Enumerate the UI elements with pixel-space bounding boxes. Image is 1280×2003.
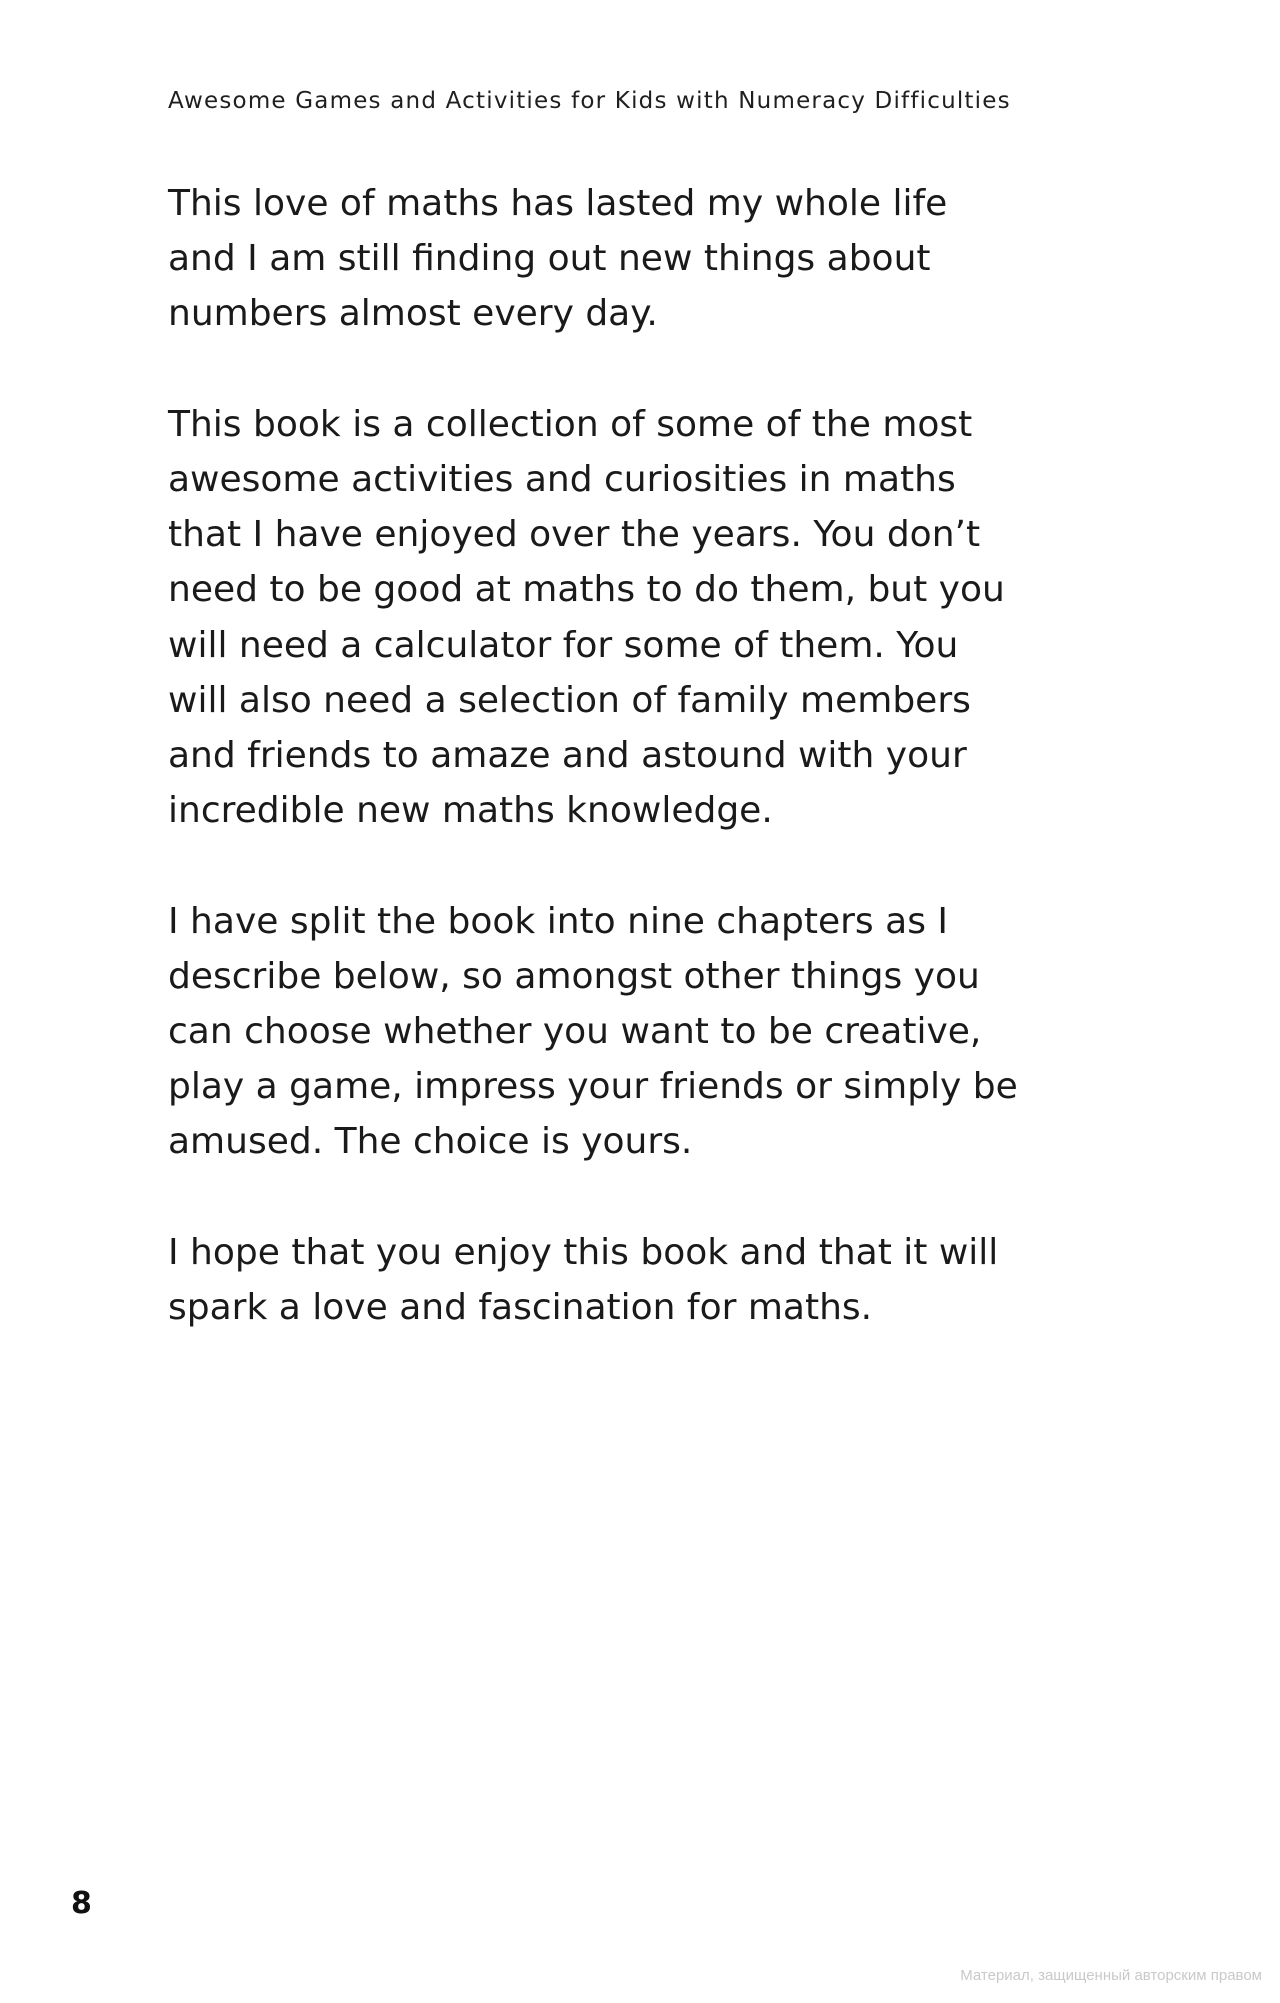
copyright-watermark: Материал, защищенный авторским правом [960,1967,1262,1984]
text-line: and I am still finding out new things about [168,238,931,280]
text-line: describe below, so amongst other things you [168,955,980,997]
paragraph-1 [168,176,1098,342]
page-number: 8 [71,1886,92,1921]
text-line: will need a calculator for some of them. You [168,624,959,666]
text-line: and friends to amaze and astound with your [168,735,967,777]
text-line: This love of maths has lasted my whole life [168,183,948,224]
text-line: can choose whether you want to be creative, [168,1011,982,1053]
text-line: incredible new maths knowledge. [168,790,773,832]
text-line: need to be good at maths to do them, but you [168,569,1005,611]
text-line: amused. The choice is yours. [168,1121,693,1163]
text-line: that I have enjoyed over the years. You don’t [168,514,981,556]
text-line: numbers almost every day. [168,293,658,335]
text-line: I hope that you enjoy this book and that it will [168,1231,999,1273]
body-text [168,176,1098,1390]
text-line: will also need a selection of family members [168,679,971,721]
text-line: This book is a collection of some of the most [168,403,973,445]
text-line: spark a love and fascination for maths. [168,1287,873,1329]
paragraph-2 [168,397,1098,839]
text-line: awesome activities and curiosities in maths [168,459,956,500]
text-line: I have split the book into nine chapters as I [168,900,949,942]
running-header: Awesome Games and Activities for Kids with Numeracy Difficulties [168,88,1011,114]
text-line: play a game, impress your friends or simply be [168,1066,1018,1108]
paragraph-4 [168,1225,1098,1335]
paragraph-3 [168,894,1098,1170]
